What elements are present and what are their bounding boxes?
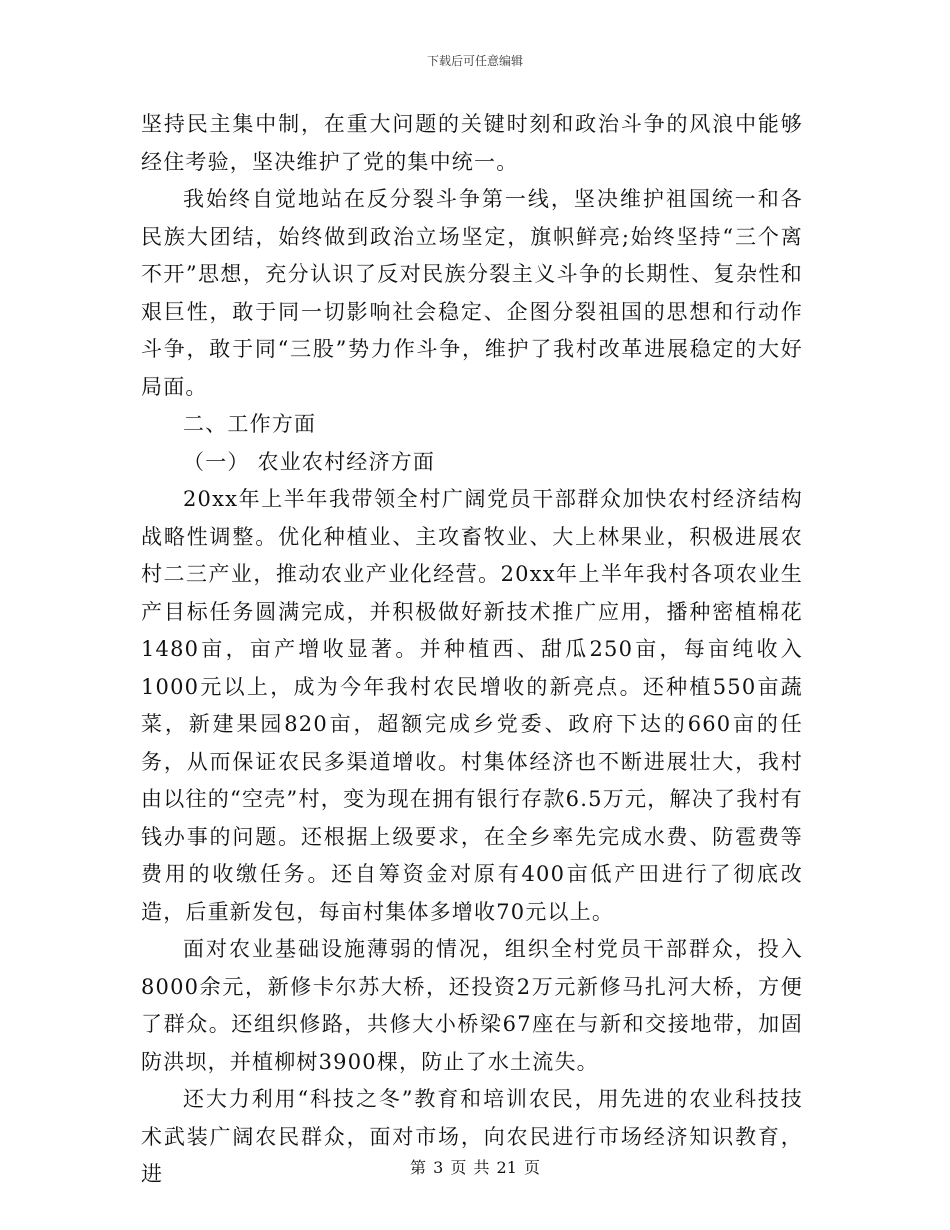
paragraph-3: 20xx年上半年我带领全村广阔党员干部群众加快农村经济结构战略性调整。优化种植业、主攻畜牧业、大上林果业，积极进展农村二三产业，推动农业产业化经营。20xx年上半年我村各项农业生产目标任务圆满完成，并积极做好新技术推广应用，播种密植棉花1480亩，亩产增收显著。并种植西、甜瓜250亩，每亩纯收入1000元以上，成为今年我村农民增收的新亮点。还种植550亩蔬菜，新建果园820亩，超额完成乡党委、政府下达的660亩的任务，从而保证农民多渠道增收。村集体经济也不断进展壮大，我村由以往的“空壳”村，变为现在拥有银行存款6.5万元，解决了我村有钱办事的问题。还根据上级要求，在全乡率先完成水费、防雹费等费用的收缴任务。还自筹资金对原有400亩低产田进行了彻底改造，后重新发包，每亩村集体多增收70元以上。 [141,487,803,924]
page-number: 第 3 页 共 21 页 [410,1158,540,1177]
paragraph-1: 坚持民主集中制，在重大问题的关键时刻和政治斗争的风浪中能够经住考验，坚决维护了党的集中统一。 [141,112,803,174]
page-header: 下载后可任意编辑 [426,54,523,68]
section-heading: 二、工作方面 [183,412,317,436]
paragraph-5: 还大力利用“科技之冬”教育和培训农民，用先进的农业科技技术武装广阔农民群众，面对市场，向农民进行市场经济知识教育，进 [141,1087,803,1186]
document-body [141,106,803,1194]
subsection-heading: （一） 农业农村经济方面 [183,449,436,474]
paragraph-2: 我始终自觉地站在反分裂斗争第一线，坚决维护祖国统一和各民族大团结，始终做到政治立场坚定，旗帜鲜亮;始终坚持“三个离不开”思想，充分认识了反对民族分裂主义斗争的长期性、复杂性和艰巨性，敢于同一切影响社会稳定、企图分裂祖国的思想和行动作斗争，敢于同“三股”势力作斗争，维护了我村改革进展稳定的大好局面。 [141,187,803,399]
paragraph-4: 面对农业基础设施薄弱的情况，组织全村党员干部群众，投入8000余元，新修卡尔苏大桥，还投资2万元新修马扎河大桥，方便了群众。还组织修路，共修大小桥梁67座在与新和交接地带，加固防洪坝，并植柳树3900棵，防止了水土流失。 [141,937,803,1074]
